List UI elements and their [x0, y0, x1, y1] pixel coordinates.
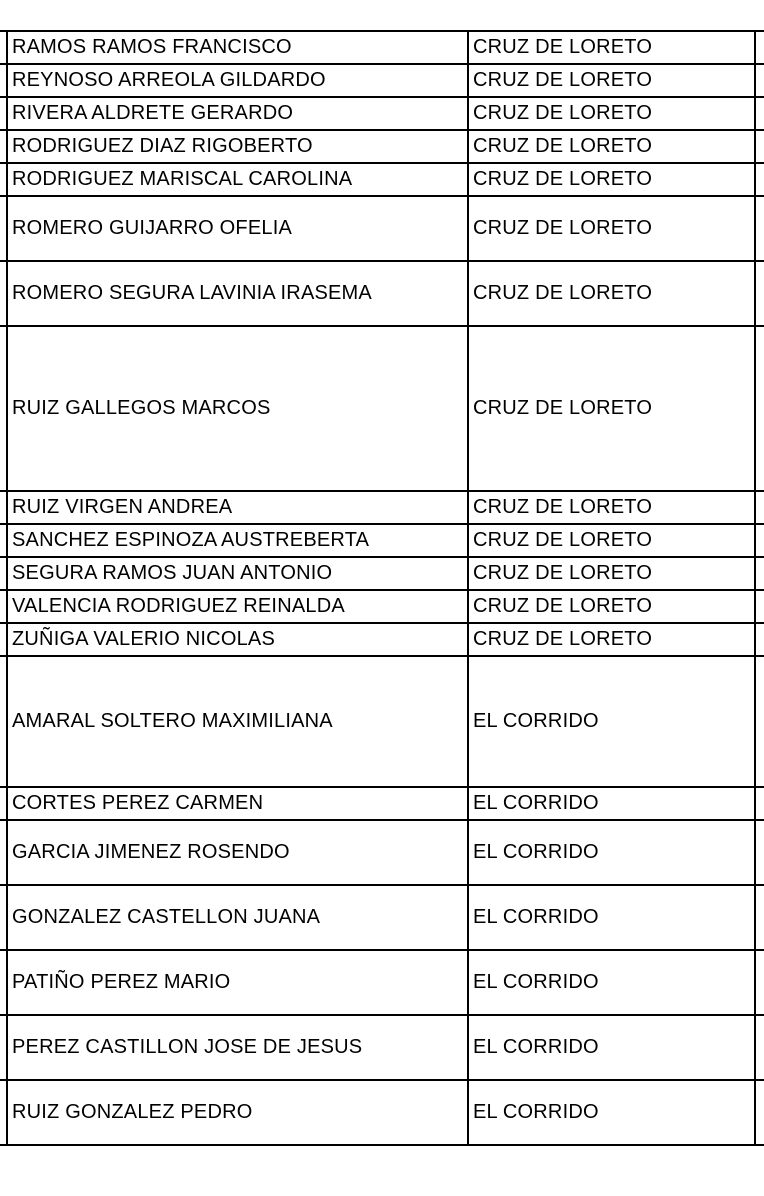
- table-row: [0, 590, 764, 623]
- cut-off-right-cell: [755, 491, 764, 524]
- name-cell: PEREZ CASTILLON JOSE DE JESUS: [7, 1015, 468, 1080]
- cut-off-right-cell: [755, 1015, 764, 1080]
- table-row: [0, 64, 764, 97]
- cut-off-left-cell: [0, 31, 7, 64]
- table-row: [0, 557, 764, 590]
- cut-off-left-cell: [0, 885, 7, 950]
- name-cell: ROMERO GUIJARRO OFELIA: [7, 196, 468, 261]
- locality-cell: EL CORRIDO: [468, 1080, 755, 1145]
- cut-off-left-cell: [0, 590, 7, 623]
- cut-off-right-cell: [755, 196, 764, 261]
- name-cell: PATIÑO PEREZ MARIO: [7, 950, 468, 1015]
- cut-off-right-cell: [755, 130, 764, 163]
- table-row: [0, 196, 764, 261]
- table-row: [0, 950, 764, 1015]
- name-cell: ROMERO SEGURA LAVINIA IRASEMA: [7, 261, 468, 326]
- locality-cell: EL CORRIDO: [468, 656, 755, 787]
- locality-cell: CRUZ DE LORETO: [468, 590, 755, 623]
- cut-off-right-cell: [755, 64, 764, 97]
- cut-off-left-cell: [0, 130, 7, 163]
- cut-off-right-cell: [755, 557, 764, 590]
- cut-off-left-cell: [0, 557, 7, 590]
- name-cell: RIVERA ALDRETE GERARDO: [7, 97, 468, 130]
- cut-off-right-cell: [755, 1080, 764, 1145]
- cut-off-left-cell: [0, 787, 7, 820]
- table-row: [0, 31, 764, 64]
- name-cell: CORTES PEREZ CARMEN: [7, 787, 468, 820]
- cut-off-right-cell: [755, 590, 764, 623]
- cut-off-right-cell: [755, 820, 764, 885]
- cut-off-left-cell: [0, 623, 7, 656]
- table-row: [0, 491, 764, 524]
- cut-off-right-cell: [755, 97, 764, 130]
- cut-off-left-cell: [0, 491, 7, 524]
- locality-cell: CRUZ DE LORETO: [468, 261, 755, 326]
- locality-cell: EL CORRIDO: [468, 1015, 755, 1080]
- cut-off-left-cell: [0, 950, 7, 1015]
- table-row: [0, 326, 764, 491]
- locality-cell: CRUZ DE LORETO: [468, 196, 755, 261]
- locality-cell: CRUZ DE LORETO: [468, 163, 755, 196]
- table-row: [0, 1015, 764, 1080]
- table-row: [0, 163, 764, 196]
- table-row: [0, 130, 764, 163]
- table-row: [0, 524, 764, 557]
- locality-cell: CRUZ DE LORETO: [468, 524, 755, 557]
- locality-cell: EL CORRIDO: [468, 787, 755, 820]
- name-cell: SANCHEZ ESPINOZA AUSTREBERTA: [7, 524, 468, 557]
- locality-cell: CRUZ DE LORETO: [468, 64, 755, 97]
- name-cell: RODRIGUEZ DIAZ RIGOBERTO: [7, 130, 468, 163]
- name-cell: GONZALEZ CASTELLON JUANA: [7, 885, 468, 950]
- locality-cell: EL CORRIDO: [468, 885, 755, 950]
- name-cell: REYNOSO ARREOLA GILDARDO: [7, 64, 468, 97]
- locality-cell: EL CORRIDO: [468, 950, 755, 1015]
- locality-cell: CRUZ DE LORETO: [468, 326, 755, 491]
- name-cell: SEGURA RAMOS JUAN ANTONIO: [7, 557, 468, 590]
- cut-off-left-cell: [0, 97, 7, 130]
- name-cell: ZUÑIGA VALERIO NICOLAS: [7, 623, 468, 656]
- cut-off-left-cell: [0, 656, 7, 787]
- cut-off-right-cell: [755, 326, 764, 491]
- table-row: [0, 787, 764, 820]
- name-cell: VALENCIA RODRIGUEZ REINALDA: [7, 590, 468, 623]
- locality-cell: CRUZ DE LORETO: [468, 97, 755, 130]
- name-cell: GARCIA JIMENEZ ROSENDO: [7, 820, 468, 885]
- cut-off-right-cell: [755, 31, 764, 64]
- locality-cell: CRUZ DE LORETO: [468, 623, 755, 656]
- cut-off-right-cell: [755, 950, 764, 1015]
- table-row: [0, 820, 764, 885]
- cut-off-left-cell: [0, 1080, 7, 1145]
- cut-off-right-cell: [755, 163, 764, 196]
- table-row: [0, 97, 764, 130]
- table-row: [0, 623, 764, 656]
- name-cell: RUIZ GONZALEZ PEDRO: [7, 1080, 468, 1145]
- cut-off-right-cell: [755, 787, 764, 820]
- locality-cell: CRUZ DE LORETO: [468, 130, 755, 163]
- cut-off-left-cell: [0, 196, 7, 261]
- name-cell: RUIZ GALLEGOS MARCOS: [7, 326, 468, 491]
- cut-off-left-cell: [0, 163, 7, 196]
- cut-off-right-cell: [755, 623, 764, 656]
- cut-off-right-cell: [755, 524, 764, 557]
- locality-cell: EL CORRIDO: [468, 820, 755, 885]
- beneficiary-table: [0, 30, 764, 1146]
- name-cell: AMARAL SOLTERO MAXIMILIANA: [7, 656, 468, 787]
- locality-cell: CRUZ DE LORETO: [468, 557, 755, 590]
- cut-off-right-cell: [755, 885, 764, 950]
- spreadsheet-table-region: [0, 30, 764, 1146]
- cut-off-right-cell: [755, 656, 764, 787]
- cut-off-right-cell: [755, 261, 764, 326]
- table-body: [0, 31, 764, 1145]
- cut-off-left-cell: [0, 64, 7, 97]
- table-row: [0, 885, 764, 950]
- cut-off-left-cell: [0, 261, 7, 326]
- name-cell: RAMOS RAMOS FRANCISCO: [7, 31, 468, 64]
- cut-off-left-cell: [0, 820, 7, 885]
- name-cell: RODRIGUEZ MARISCAL CAROLINA: [7, 163, 468, 196]
- locality-cell: CRUZ DE LORETO: [468, 491, 755, 524]
- table-row: [0, 1080, 764, 1145]
- table-row: [0, 656, 764, 787]
- table-row: [0, 261, 764, 326]
- name-cell: RUIZ VIRGEN ANDREA: [7, 491, 468, 524]
- cut-off-left-cell: [0, 326, 7, 491]
- locality-cell: CRUZ DE LORETO: [468, 31, 755, 64]
- cut-off-left-cell: [0, 1015, 7, 1080]
- cut-off-left-cell: [0, 524, 7, 557]
